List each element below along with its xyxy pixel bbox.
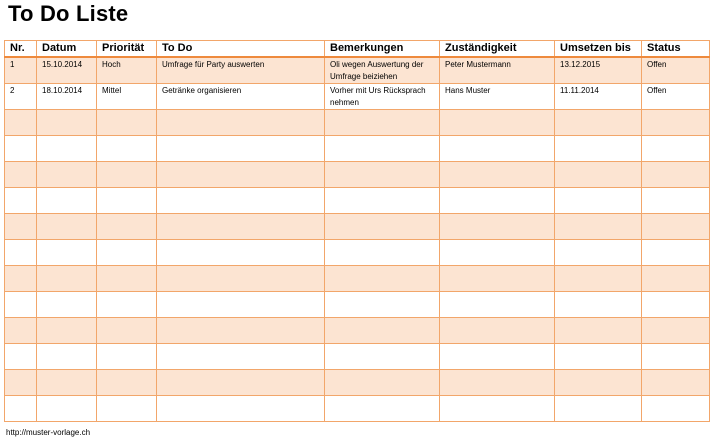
cell-status[interactable] (642, 188, 710, 214)
cell-bemerkungen[interactable]: Oli wegen Auswertung der Umfrage beiziehen (325, 57, 440, 84)
cell-bemerkungen[interactable] (325, 266, 440, 292)
cell-nr[interactable]: 1 (5, 57, 37, 84)
cell-datum[interactable] (37, 318, 97, 344)
cell-zustaendigkeit[interactable] (440, 136, 555, 162)
cell-datum[interactable] (37, 214, 97, 240)
cell-umsetzen-bis[interactable] (555, 318, 642, 344)
cell-nr[interactable] (5, 136, 37, 162)
cell-umsetzen-bis[interactable] (555, 344, 642, 370)
cell-zustaendigkeit[interactable]: Peter Mustermann (440, 57, 555, 84)
cell-todo[interactable] (157, 136, 325, 162)
cell-zustaendigkeit[interactable] (440, 396, 555, 422)
table-row (5, 214, 710, 240)
cell-bemerkungen[interactable] (325, 188, 440, 214)
table-row (5, 396, 710, 422)
page-title: To Do Liste (8, 1, 129, 26)
cell-bemerkungen[interactable] (325, 344, 440, 370)
cell-prioritaet[interactable]: Hoch (97, 57, 157, 84)
table-row (5, 188, 710, 214)
cell-zustaendigkeit[interactable] (440, 266, 555, 292)
cell-todo[interactable] (157, 214, 325, 240)
cell-prioritaet[interactable]: Mittel (97, 84, 157, 110)
table-row (5, 292, 710, 318)
cell-nr[interactable] (5, 110, 37, 136)
cell-zustaendigkeit[interactable] (440, 318, 555, 344)
cell-prioritaet[interactable] (97, 214, 157, 240)
table-row (5, 84, 710, 110)
cell-datum[interactable] (37, 136, 97, 162)
cell-datum[interactable] (37, 240, 97, 266)
table-row (5, 57, 710, 84)
cell-bemerkungen[interactable] (325, 396, 440, 422)
cell-status[interactable] (642, 162, 710, 188)
cell-nr[interactable] (5, 318, 37, 344)
cell-nr[interactable] (5, 214, 37, 240)
cell-prioritaet[interactable] (97, 188, 157, 214)
todo-table (4, 40, 710, 422)
cell-datum[interactable]: 18.10.2014 (37, 84, 97, 110)
column-header-bemerkungen: Bemerkungen (325, 41, 440, 58)
column-header-todo: To Do (157, 41, 325, 58)
cell-status[interactable] (642, 370, 710, 396)
column-header-nr: Nr. (5, 41, 37, 58)
cell-bemerkungen[interactable] (325, 318, 440, 344)
cell-status[interactable] (642, 266, 710, 292)
cell-bemerkungen[interactable] (325, 240, 440, 266)
cell-prioritaet[interactable] (97, 266, 157, 292)
cell-bemerkungen[interactable] (325, 162, 440, 188)
cell-zustaendigkeit[interactable] (440, 344, 555, 370)
cell-nr[interactable] (5, 396, 37, 422)
cell-status[interactable] (642, 214, 710, 240)
cell-todo[interactable] (157, 318, 325, 344)
cell-todo[interactable] (157, 370, 325, 396)
cell-datum[interactable] (37, 188, 97, 214)
cell-datum[interactable] (37, 292, 97, 318)
cell-zustaendigkeit[interactable] (440, 370, 555, 396)
cell-umsetzen-bis[interactable] (555, 136, 642, 162)
cell-status[interactable] (642, 396, 710, 422)
cell-umsetzen-bis[interactable] (555, 240, 642, 266)
cell-status[interactable] (642, 318, 710, 344)
cell-todo[interactable] (157, 396, 325, 422)
table-row (5, 240, 710, 266)
column-header-prioritaet: Priorität (97, 41, 157, 58)
table-header-row (5, 41, 710, 58)
cell-prioritaet[interactable] (97, 318, 157, 344)
cell-zustaendigkeit[interactable] (440, 162, 555, 188)
cell-status[interactable] (642, 136, 710, 162)
cell-nr[interactable] (5, 266, 37, 292)
cell-prioritaet[interactable] (97, 370, 157, 396)
cell-zustaendigkeit[interactable] (440, 240, 555, 266)
cell-prioritaet[interactable] (97, 110, 157, 136)
cell-todo[interactable] (157, 344, 325, 370)
cell-umsetzen-bis[interactable] (555, 370, 642, 396)
cell-nr[interactable] (5, 240, 37, 266)
cell-zustaendigkeit[interactable] (440, 110, 555, 136)
table-row (5, 318, 710, 344)
cell-zustaendigkeit[interactable] (440, 214, 555, 240)
cell-prioritaet[interactable] (97, 240, 157, 266)
column-header-zustaendigkeit: Zuständigkeit (440, 41, 555, 58)
cell-umsetzen-bis[interactable]: 11.11.2014 (555, 84, 642, 110)
cell-zustaendigkeit[interactable]: Hans Muster (440, 84, 555, 110)
cell-umsetzen-bis[interactable] (555, 396, 642, 422)
cell-umsetzen-bis[interactable] (555, 188, 642, 214)
table-row (5, 110, 710, 136)
cell-umsetzen-bis[interactable] (555, 110, 642, 136)
cell-prioritaet[interactable] (97, 292, 157, 318)
cell-prioritaet[interactable] (97, 396, 157, 422)
column-header-status: Status (642, 41, 710, 58)
table-row (5, 370, 710, 396)
cell-nr[interactable] (5, 188, 37, 214)
cell-nr[interactable] (5, 344, 37, 370)
column-header-datum: Datum (37, 41, 97, 58)
cell-datum[interactable] (37, 344, 97, 370)
table-row (5, 136, 710, 162)
cell-prioritaet[interactable] (97, 136, 157, 162)
cell-nr[interactable] (5, 370, 37, 396)
cell-nr[interactable] (5, 292, 37, 318)
table-row (5, 266, 710, 292)
footer-url: http://muster-vorlage.ch (6, 428, 91, 437)
cell-bemerkungen[interactable]: Vorher mit Urs Rücksprach nehmen (325, 84, 440, 110)
cell-todo[interactable]: Getränke organisieren (157, 84, 325, 110)
cell-datum[interactable] (37, 396, 97, 422)
table-row (5, 344, 710, 370)
table-row (5, 162, 710, 188)
cell-nr[interactable] (5, 162, 37, 188)
cell-umsetzen-bis[interactable] (555, 214, 642, 240)
cell-bemerkungen[interactable] (325, 292, 440, 318)
cell-status[interactable]: Offen (642, 84, 710, 110)
column-header-umsetzen-bis: Umsetzen bis (555, 41, 642, 58)
cell-zustaendigkeit[interactable] (440, 188, 555, 214)
cell-datum[interactable]: 15.10.2014 (37, 57, 97, 84)
cell-datum[interactable] (37, 266, 97, 292)
cell-todo[interactable] (157, 162, 325, 188)
cell-bemerkungen[interactable] (325, 136, 440, 162)
cell-prioritaet[interactable] (97, 344, 157, 370)
cell-nr[interactable]: 2 (5, 84, 37, 110)
cell-prioritaet[interactable] (97, 162, 157, 188)
cell-datum[interactable] (37, 110, 97, 136)
cell-bemerkungen[interactable] (325, 214, 440, 240)
cell-status[interactable]: Offen (642, 57, 710, 84)
cell-todo[interactable] (157, 110, 325, 136)
cell-status[interactable] (642, 292, 710, 318)
cell-bemerkungen[interactable] (325, 110, 440, 136)
cell-status[interactable] (642, 240, 710, 266)
cell-todo[interactable] (157, 292, 325, 318)
cell-todo[interactable] (157, 266, 325, 292)
cell-umsetzen-bis[interactable] (555, 266, 642, 292)
cell-umsetzen-bis[interactable] (555, 162, 642, 188)
cell-todo[interactable] (157, 240, 325, 266)
cell-todo[interactable]: Umfrage für Party auswerten (157, 57, 325, 84)
cell-bemerkungen[interactable] (325, 370, 440, 396)
cell-datum[interactable] (37, 162, 97, 188)
cell-todo[interactable] (157, 188, 325, 214)
cell-umsetzen-bis[interactable]: 13.12.2015 (555, 57, 642, 84)
cell-umsetzen-bis[interactable] (555, 292, 642, 318)
cell-zustaendigkeit[interactable] (440, 292, 555, 318)
cell-status[interactable] (642, 344, 710, 370)
cell-datum[interactable] (37, 370, 97, 396)
cell-status[interactable] (642, 110, 710, 136)
